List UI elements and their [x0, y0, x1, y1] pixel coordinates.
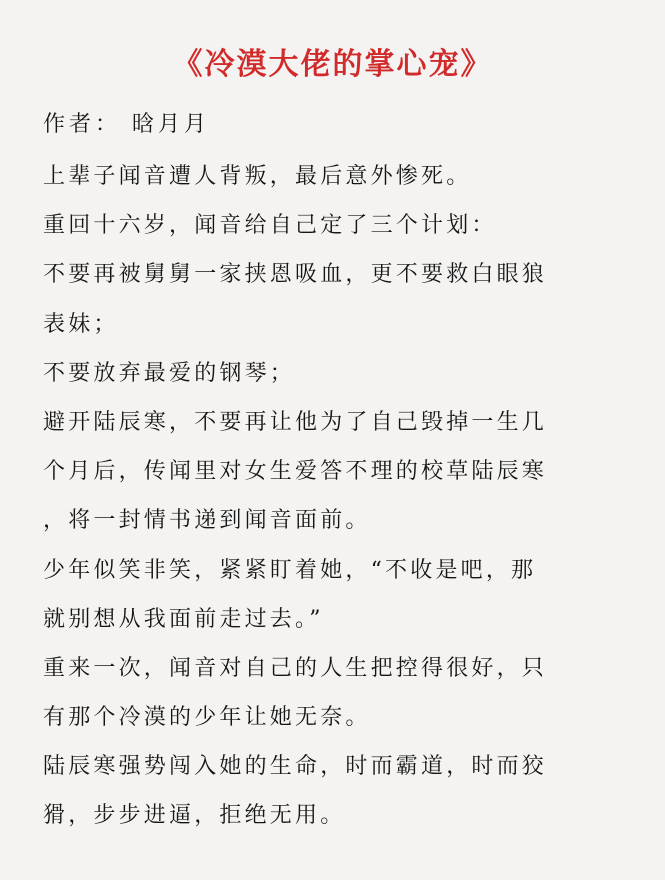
- text-line: 少年似笑非笑，紧紧盯着她，“不收是吧，那: [43, 557, 537, 583]
- text-line: 就别想从我面前走过去。”: [43, 606, 324, 632]
- synopsis-body: [43, 152, 628, 841]
- text-line: 表妹；: [43, 311, 119, 337]
- author-line: 作者： 晗月月: [43, 112, 210, 137]
- text-line: 陆辰寒强势闯入她的生命，时而霸道，时而狡: [43, 754, 548, 780]
- text-line: 个月后，传闻里对女生爱答不理的校草陆辰寒: [43, 459, 548, 485]
- text-line: 猾，步步进逼，拒绝无用。: [43, 803, 346, 829]
- text-line: ，将一封情书递到闻音面前。: [43, 508, 371, 534]
- text-line: 上辈子闻音遭人背叛，最后意外惨死。: [43, 164, 472, 189]
- text-line: 重来一次，闻音对自己的人生把控得很好，只: [43, 655, 548, 681]
- book-title: 《冷漠大佬的掌心宠》: [172, 47, 493, 82]
- text-line: 重回十六岁，闻音给自己定了三个计划：: [43, 213, 497, 239]
- text-line: 不要再被舅舅一家挟恩吸血，更不要救白眼狼: [43, 262, 548, 288]
- text-line: 避开陆辰寒，不要再让他为了自己毁掉一生几: [43, 409, 548, 435]
- text-line: 不要放弃最爱的钢琴；: [43, 360, 296, 386]
- text-line: 有那个冷漠的少年让她无奈。: [43, 705, 371, 731]
